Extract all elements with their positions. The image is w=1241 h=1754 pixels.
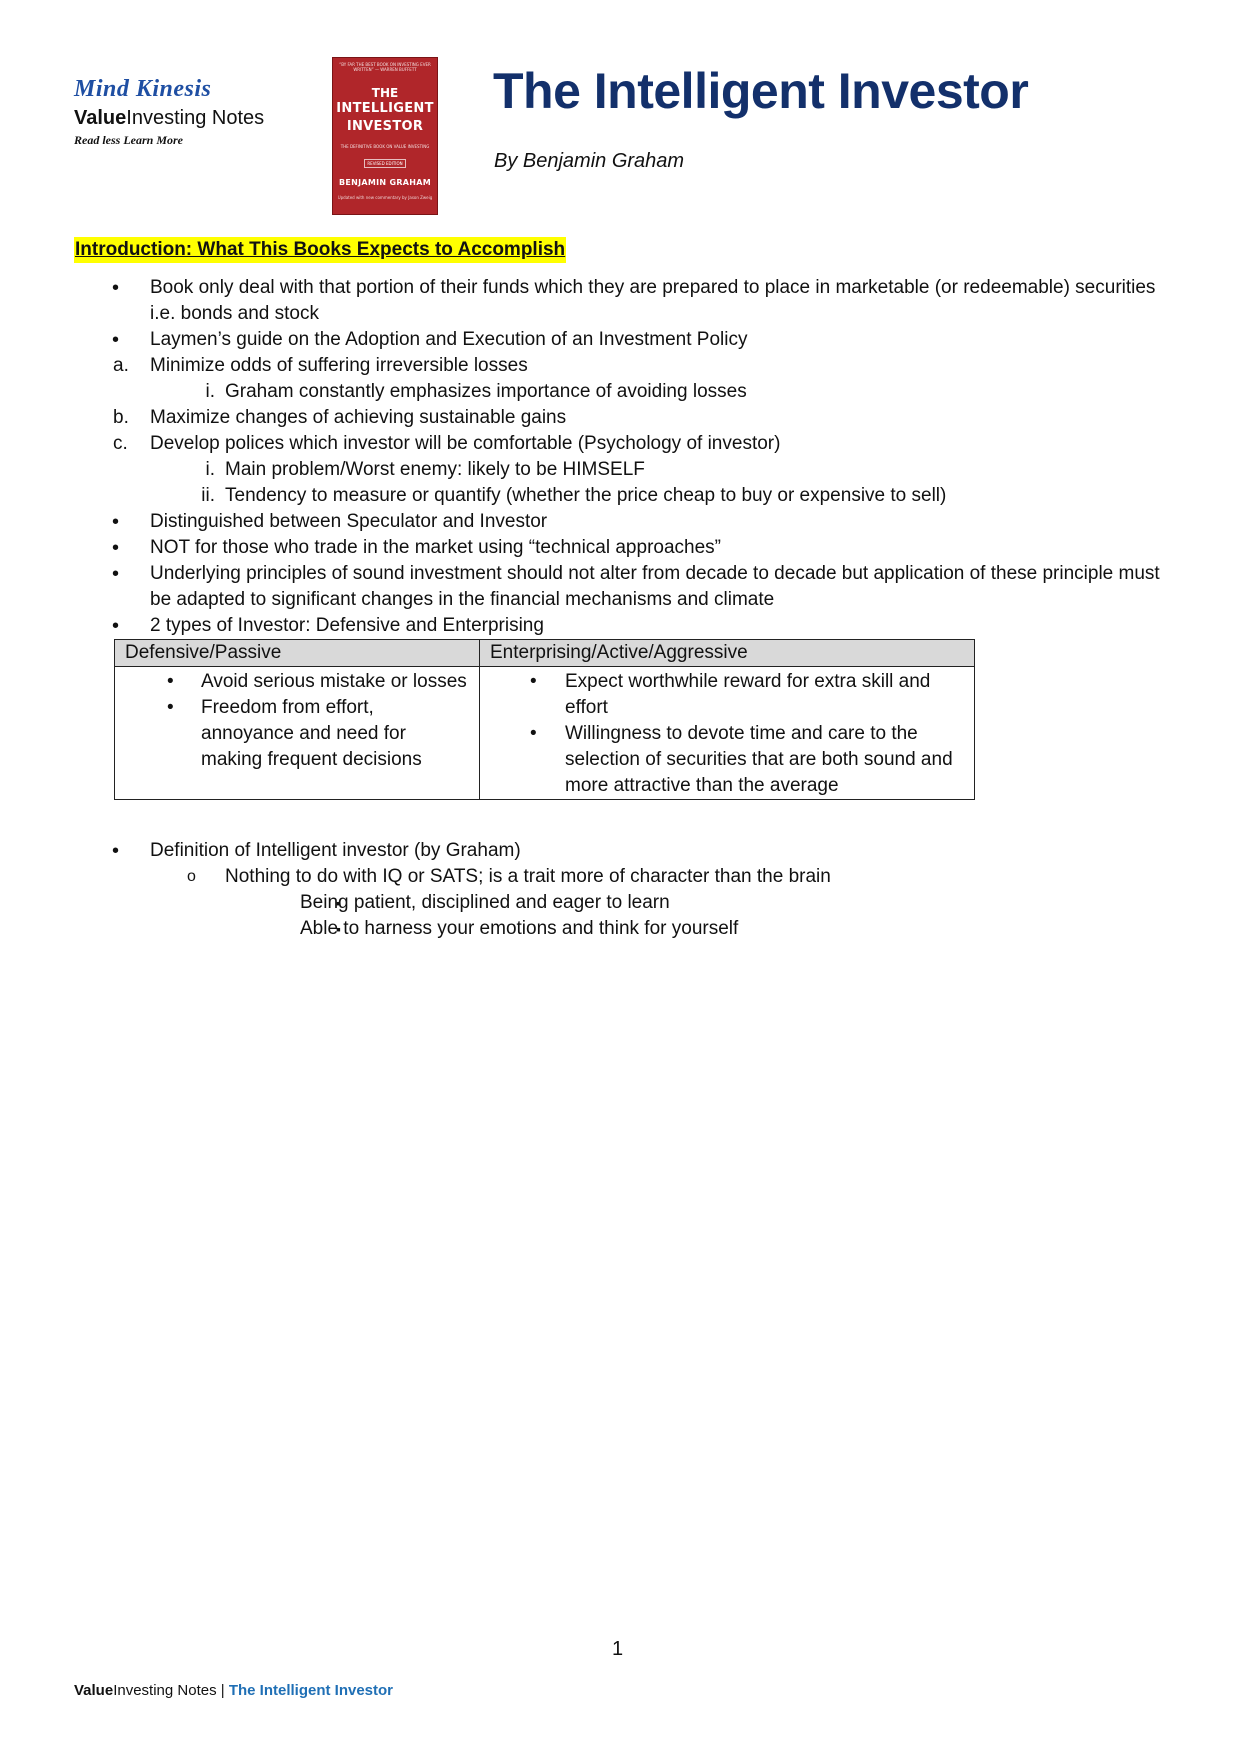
- list-marker: i.: [205, 459, 215, 480]
- page-number: 1: [612, 1638, 624, 1660]
- cover-endorsement: “BY FAR THE BEST BOOK ON INVESTING EVER WRITTEN” — WARREN BUFFETT: [339, 62, 431, 72]
- list-item-text: Develop polices which investor will be comfortable (Psychology of investor): [150, 433, 781, 454]
- list-item: [74, 327, 1174, 509]
- list-marker: b.: [113, 407, 129, 428]
- list-item: • Expect worthwhile reward for extra skill and effort: [490, 669, 964, 721]
- list-item: • Willingness to devote time and care to the selection of securities that are both sound and more attractive than the average: [490, 721, 964, 799]
- list-item-text: Definition of Intelligent investor (by Graham): [150, 840, 521, 861]
- brand-name-bold: Value: [74, 107, 127, 129]
- definition-sublist: [150, 864, 1174, 942]
- list-item: [75, 864, 1174, 942]
- investor-types-table: [114, 639, 975, 800]
- list-item: • Freedom from effort, annoyance and need for making frequent decisions: [125, 695, 469, 773]
- page-footer: [74, 1682, 393, 1699]
- brand-tagline: Read less Learn More: [74, 133, 183, 147]
- policy-item-a: [75, 353, 1174, 405]
- policy-item-c: [75, 431, 1174, 509]
- brand-name-rest: Investing Notes: [126, 107, 265, 129]
- list-item-text: Graham constantly emphasizes importance of avoiding losses: [225, 381, 747, 402]
- list-item-text: Book only deal with that portion of their funds which they are prepared to place in marketable (or redeemable) securities i.e. bonds and stock: [150, 277, 1156, 324]
- list-item-text: Nothing to do with IQ or SATS; is a trait more of character than the brain: [225, 866, 831, 887]
- cover-title-line1: THE: [371, 86, 399, 100]
- list-item: [74, 561, 1174, 613]
- table-row: [115, 667, 975, 800]
- list-item-text: Tendency to measure or quantify (whether the price cheap to buy or expensive to sell): [225, 485, 947, 506]
- policy-sublist: [113, 353, 1174, 509]
- table-header-row: [115, 640, 975, 667]
- cover-title-line3: INVESTOR: [346, 119, 424, 134]
- list-item-text: Maximize changes of achieving sustainable gains: [150, 407, 567, 428]
- list-item-text: Distinguished between Speculator and Investor: [150, 511, 548, 532]
- document-body: [74, 237, 1174, 942]
- brand-script-name: Mind Kinesis: [74, 76, 212, 102]
- list-item: [74, 275, 1174, 327]
- list-item: [74, 613, 1174, 800]
- footer-brand-bold: Value: [74, 1682, 114, 1699]
- list-item: • Avoid serious mistake or losses: [125, 669, 469, 695]
- section-heading: Introduction: What This Books Expects to Accomplish: [74, 237, 566, 263]
- brand-logo: [74, 76, 264, 148]
- list-item-text: Minimize odds of suffering irreversible losses: [150, 355, 528, 376]
- main-bullet-list: [74, 275, 1174, 942]
- list-item: [75, 379, 1174, 405]
- enterprising-list: [490, 669, 964, 799]
- list-item: ▪ Able to harness your emotions and think for yourself: [150, 916, 1174, 942]
- defensive-list: [125, 669, 469, 773]
- footer-brand-rest: Investing Notes |: [113, 1682, 225, 1699]
- cover-footer-text: Updated with new commentary by Jason Zweig: [337, 195, 433, 200]
- list-marker: i.: [205, 381, 215, 402]
- table-header-defensive: Defensive/Passive: [115, 640, 480, 667]
- list-item-text: 2 types of Investor: Defensive and Enterprising: [150, 615, 544, 636]
- policy-a-sublist: [150, 379, 1174, 405]
- list-item: [75, 483, 1174, 509]
- cover-title-line2: INTELLIGENT: [336, 101, 434, 116]
- list-item-text: NOT for those who trade in the market using “technical approaches”: [150, 537, 721, 558]
- list-marker: a.: [113, 355, 129, 376]
- cover-edition: REVISED EDITION: [364, 159, 406, 168]
- list-item: [74, 535, 1174, 561]
- page-title: The Intelligent Investor: [493, 63, 1029, 119]
- list-item-text: Main problem/Worst enemy: likely to be HIMSELF: [225, 459, 645, 480]
- policy-item-b: [75, 405, 1174, 431]
- list-item-text: Laymen’s guide on the Adoption and Execution of an Investment Policy: [150, 329, 748, 350]
- list-marker: c.: [113, 433, 128, 454]
- list-marker: ii.: [201, 485, 215, 506]
- policy-c-sublist: [150, 457, 1174, 509]
- list-item-text: Underlying principles of sound investment should not alter from decade to decade but application of these principle must be adapted to significant changes in the financial mechanisms and climate: [150, 563, 1160, 610]
- book-author: By Benjamin Graham: [494, 150, 685, 172]
- cover-author: BENJAMIN GRAHAM: [338, 178, 432, 187]
- list-item: [74, 509, 1174, 535]
- book-cover-image: [332, 57, 438, 215]
- table-cell-defensive: [115, 667, 480, 800]
- list-item: [74, 838, 1174, 942]
- traits-sublist: [225, 890, 1174, 942]
- table-header-enterprising: Enterprising/Active/Aggressive: [480, 640, 975, 667]
- brand-name: [74, 107, 264, 130]
- table-cell-enterprising: [480, 667, 975, 800]
- cover-subtitle: THE DEFINITIVE BOOK ON VALUE INVESTING: [340, 144, 430, 149]
- footer-title: The Intelligent Investor: [228, 1682, 394, 1699]
- list-item: ▪ Being patient, disciplined and eager to learn: [150, 890, 1174, 916]
- list-item: [75, 457, 1174, 483]
